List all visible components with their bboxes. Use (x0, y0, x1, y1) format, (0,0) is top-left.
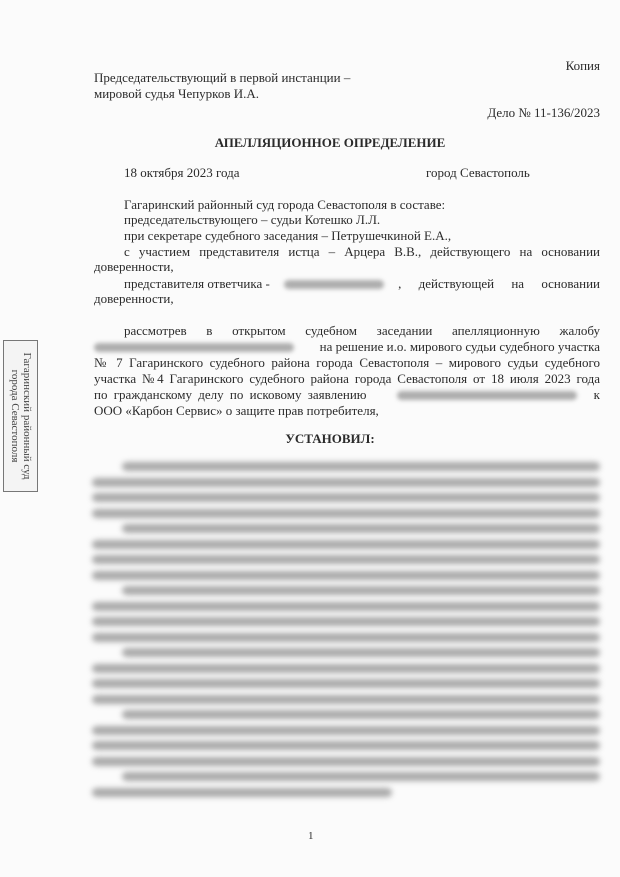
stamp-line-1: Гагаринский районный суд (20, 352, 33, 480)
redacted-line (122, 710, 600, 719)
redacted-line (92, 679, 600, 688)
redacted-name (284, 280, 384, 289)
plaintiff-representative: с участием представителя истца – Арцера В.В., действующего на основании (124, 244, 600, 259)
considering-text: по гражданскому делу по исковому заявлению (94, 387, 367, 402)
redacted-line (92, 757, 600, 766)
court-composition: Гагаринский районный суд города Севастополя в составе: (124, 197, 446, 212)
court-stamp (3, 340, 38, 492)
considering-text: на решение и.о. мирового судьи судебного участка (319, 339, 600, 354)
redacted-line (92, 540, 600, 549)
redacted-line (92, 509, 600, 518)
city: город Севастополь (426, 165, 530, 180)
defendant-basis-end: доверенности, (94, 291, 174, 306)
redacted-line (122, 586, 600, 595)
defendant-basis: , действующей на основании (398, 276, 600, 291)
stamp-text (9, 341, 33, 491)
page-number: 1 (308, 830, 314, 842)
redacted-line (92, 555, 600, 564)
redacted-line (122, 462, 600, 471)
redacted-line (122, 524, 600, 533)
presiding-judge: председательствующего – судьи Котешко Л.Л. (124, 212, 381, 227)
defendant-label: представителя ответчика - (124, 276, 270, 291)
redacted-line (92, 633, 600, 642)
redacted-line (92, 788, 392, 797)
defendant-representative (124, 276, 600, 292)
first-instance-judge-name: мировой судья Чепурков И.А. (94, 86, 259, 101)
redacted-line (92, 664, 600, 673)
plaintiff-representative-basis: доверенности, (94, 259, 174, 274)
redacted-line (92, 602, 600, 611)
redacted-line (92, 741, 600, 750)
considering-line-3: № 7 Гагаринского судебного района города Севастополя – мирового судьи судебного (94, 355, 600, 370)
considering-line-4: участка №4 Гагаринского судебного района города Севастополя от 18 июля 2023 года (94, 371, 600, 386)
considering-line-2 (94, 339, 600, 355)
copy-mark: Копия (565, 58, 600, 73)
redacted-line (92, 726, 600, 735)
date: 18 октября 2023 года (124, 165, 240, 180)
redacted-line (92, 493, 600, 502)
first-instance-judge: Председательствующий в первой инстанции – (94, 70, 351, 85)
redacted-name (397, 391, 577, 400)
stamp-line-2: города Севастополя (8, 369, 21, 463)
considering-line-1: рассмотрев в открытом судебном заседании апелляционную жалобу (124, 323, 600, 338)
secretary: при секретаре судебного заседания – Петрушечкиной Е.А., (124, 228, 452, 243)
considering-line-5 (94, 387, 600, 403)
document-title: АПЕЛЛЯЦИОННОЕ ОПРЕДЕЛЕНИЕ (214, 135, 446, 150)
redacted-line (122, 772, 600, 781)
redacted-name (94, 343, 294, 352)
redacted-line (92, 478, 600, 487)
redacted-line (122, 648, 600, 657)
considering-line-6: ООО «Карбон Сервис» о защите прав потребителя, (94, 403, 379, 418)
considering-text: к (593, 387, 600, 402)
case-number: Дело № 11-136/2023 (487, 105, 600, 120)
redacted-line (92, 695, 600, 704)
redacted-line (92, 571, 600, 580)
redacted-line (92, 617, 600, 626)
established-heading: УСТАНОВИЛ: (285, 431, 375, 446)
